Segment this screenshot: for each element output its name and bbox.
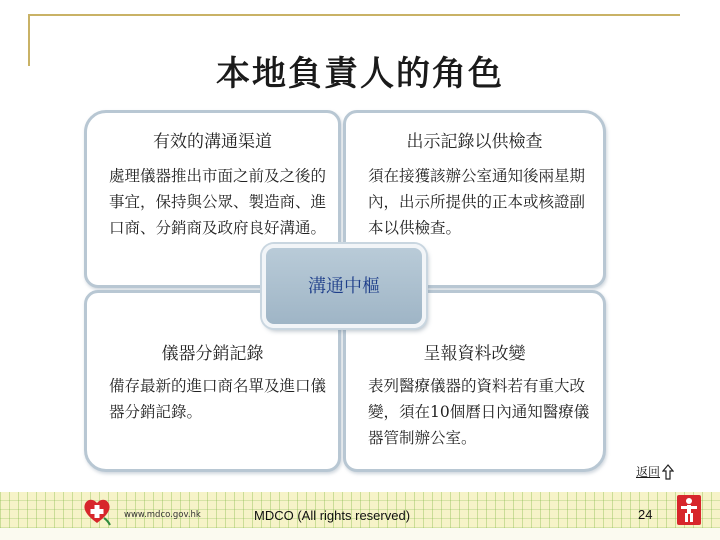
quadrant-body: 表列醫療儀器的資料若有重大改變，須在10個曆日內通知醫療儀器管制辦公室。 xyxy=(368,377,590,447)
person-emblem-icon xyxy=(676,494,702,526)
slide-title: 本地負責人的角色 xyxy=(216,54,504,94)
quadrant-heading: 儀器分銷記錄 xyxy=(161,344,264,364)
quadrant-body: 須在接獲該辦公室通知後兩星期內，出示所提供的正本或核證副本以供檢查。 xyxy=(368,167,586,237)
quadrant-body: 備存最新的進口商名單及進口儀器分銷記錄。 xyxy=(109,377,327,421)
quadrant-heading: 出示記錄以供檢查 xyxy=(406,132,543,152)
website-url: www.mdco.gov.hk xyxy=(124,510,201,520)
mdco-logo-icon xyxy=(82,496,112,526)
back-link[interactable] xyxy=(636,463,674,480)
page-number: 24 xyxy=(638,507,653,522)
quadrant-heading: 呈報資料改變 xyxy=(423,344,526,364)
quadrant-heading: 有效的溝通渠道 xyxy=(153,132,272,152)
up-arrow-icon xyxy=(662,464,674,480)
hub-box xyxy=(262,244,426,328)
hub-label: 溝通中樞 xyxy=(308,276,380,297)
copyright-text: MDCO (All rights reserved) xyxy=(254,508,411,523)
quadrant-body: 處理儀器推出市面之前及之後的事宜，保持與公眾、製造商、進口商、分銷商及政府良好溝通。 xyxy=(109,167,327,237)
back-link-label: 返回 xyxy=(636,465,661,479)
decorative-top-line xyxy=(28,14,680,16)
communication-hub-diagram xyxy=(80,106,610,478)
footer-strip xyxy=(0,528,720,540)
